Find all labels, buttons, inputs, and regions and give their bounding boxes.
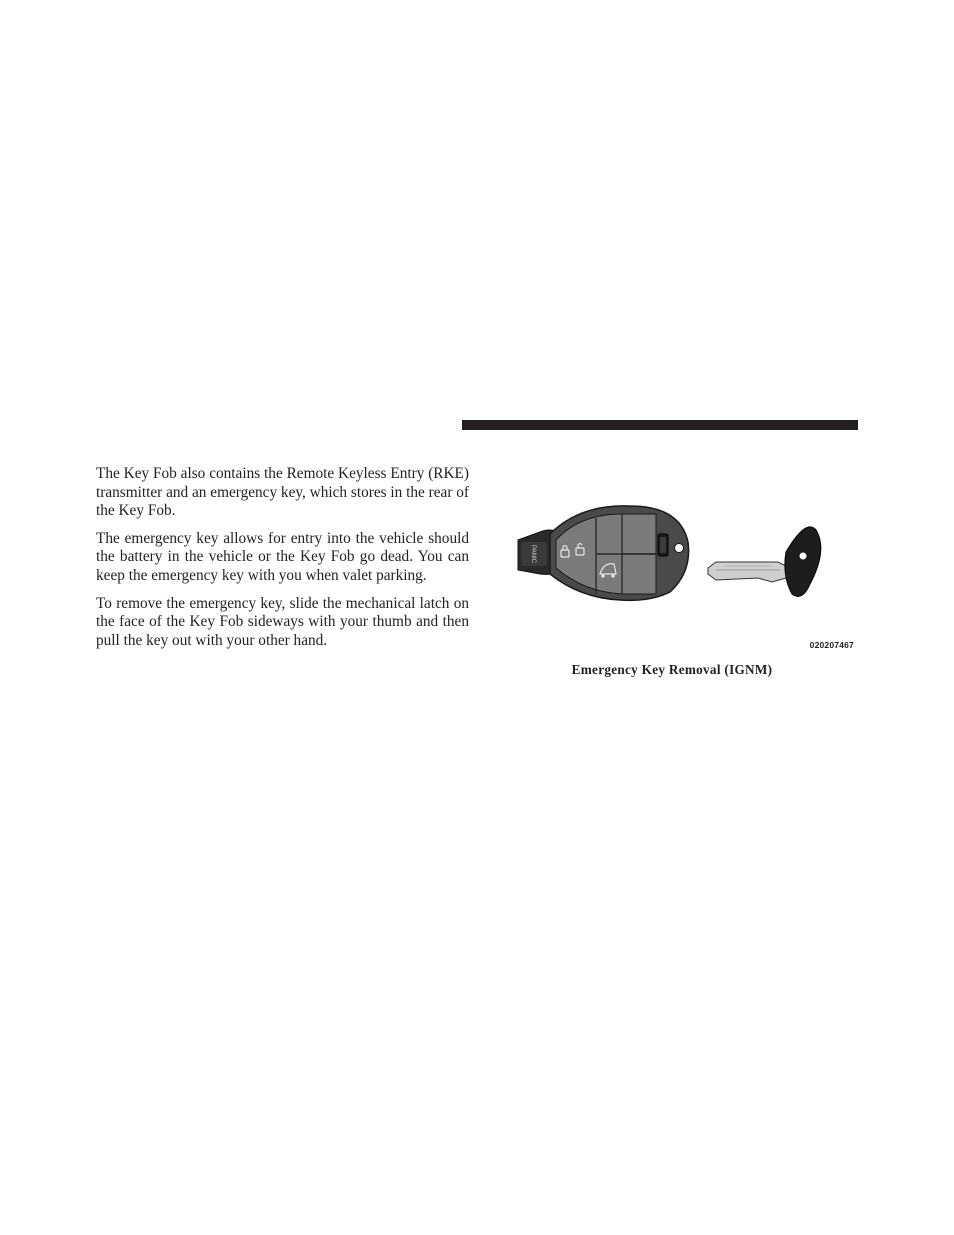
key-blade-icon (708, 562, 786, 582)
body-text-column (96, 465, 469, 659)
paragraph-rke-intro: The Key Fob also contains the Remote Keyless Entry (RKE) transmitter and an emergency key, which stores in the rear of the Key Fob. (96, 465, 469, 520)
emergency-key-figure (510, 490, 860, 655)
latch-icon (658, 534, 668, 556)
figure-id-code: 020207467 (809, 640, 854, 650)
emergency-key (708, 527, 821, 597)
section-header-rule (462, 420, 858, 430)
paragraph-key-removal: To remove the emergency key, slide the mechanical latch on the face of the Key Fob sideways with your thumb and then pull the key out with your other hand. (96, 594, 469, 649)
paragraph-emergency-key-use: The emergency key allows for entry into the vehicle should the battery in the vehicle or the Key Fob go dead. You can keep the emergency key with you when valet parking. (96, 529, 469, 584)
key-fob (518, 506, 689, 600)
key-fob-illustration (510, 490, 860, 630)
panic-label: PANIC (530, 545, 536, 563)
figure-caption: Emergency Key Removal (IGNM) (571, 662, 773, 677)
